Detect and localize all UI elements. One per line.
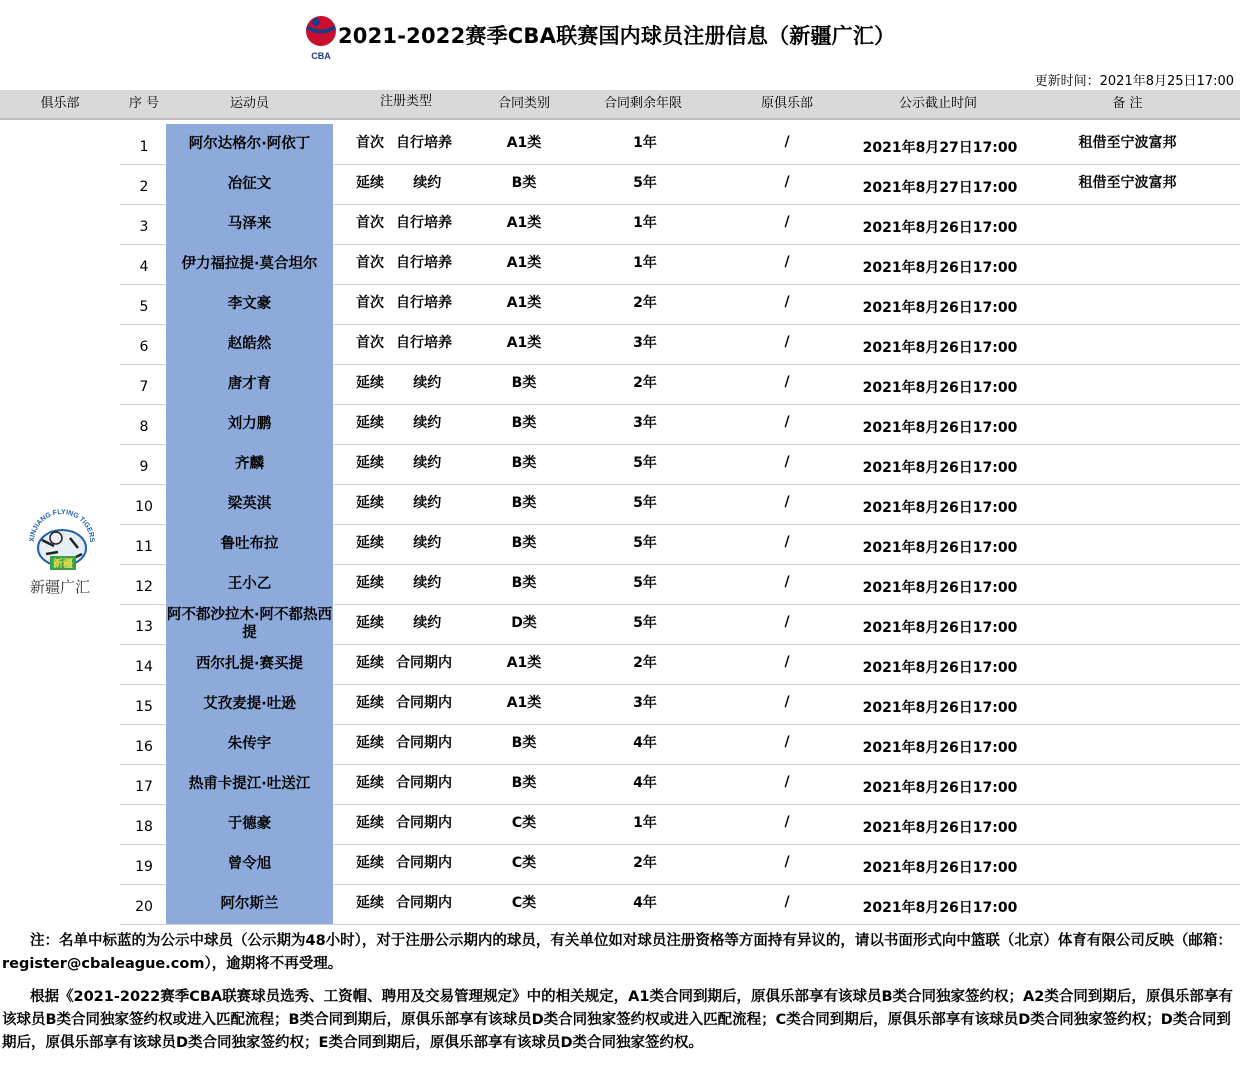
row-contract-type: B类 xyxy=(511,735,537,751)
row-note xyxy=(1050,524,1205,564)
row-reg-second: 续约 xyxy=(413,575,442,591)
table-row xyxy=(120,404,1240,445)
row-years-left: 3年 xyxy=(633,415,657,431)
row-player-name: 朱传宇 xyxy=(166,724,334,764)
row-reg-second: 合同期内 xyxy=(396,655,452,671)
row-reg-type xyxy=(356,204,484,244)
row-reg-second: 自行培养 xyxy=(396,335,452,351)
row-reg-first: 延续 xyxy=(356,735,384,751)
row-years-left: 1年 xyxy=(633,815,657,831)
row-reg-second: 合同期内 xyxy=(396,775,452,791)
row-reg-first: 延续 xyxy=(356,375,384,391)
row-reg-second: 自行培养 xyxy=(396,295,452,311)
row-seq: 4 xyxy=(139,259,149,275)
table-row xyxy=(120,124,1240,165)
row-deadline: 2021年8月26日17:00 xyxy=(862,300,1018,316)
row-reg-second: 续约 xyxy=(413,495,442,511)
row-deadline: 2021年8月26日17:00 xyxy=(862,540,1018,556)
row-note xyxy=(1050,404,1205,444)
row-seq: 17 xyxy=(135,779,153,795)
row-player-name: 齐麟 xyxy=(166,444,334,484)
row-seq: 16 xyxy=(135,739,153,755)
row-reg-second: 续约 xyxy=(413,175,442,191)
row-contract-type: B类 xyxy=(511,575,537,591)
row-note xyxy=(1050,484,1205,524)
table-row xyxy=(120,844,1240,885)
row-reg-type xyxy=(356,284,484,324)
row-reg-second: 合同期内 xyxy=(396,735,452,751)
row-reg-first: 延续 xyxy=(356,415,384,431)
row-note xyxy=(1050,564,1205,604)
row-player-name: 梁英淇 xyxy=(166,484,334,524)
row-deadline: 2021年8月26日17:00 xyxy=(862,220,1018,236)
row-player-name: 阿尔斯兰 xyxy=(166,884,334,924)
club-name: 新疆广汇 xyxy=(29,578,90,596)
row-reg-first: 延续 xyxy=(356,895,384,911)
row-deadline: 2021年8月27日17:00 xyxy=(862,180,1018,196)
table-row xyxy=(120,764,1240,805)
row-seq: 19 xyxy=(135,859,153,875)
row-seq: 2 xyxy=(139,179,149,195)
header-reg-type: 注册类型 xyxy=(379,94,432,109)
row-contract-type: B类 xyxy=(511,495,537,511)
row-player-name: 冶征文 xyxy=(166,164,334,204)
row-prev-club: / xyxy=(784,174,790,190)
table-row xyxy=(120,364,1240,405)
table-row xyxy=(120,244,1240,285)
row-prev-club: / xyxy=(784,334,790,350)
row-note: 租借至宁波富邦 xyxy=(1078,175,1177,191)
row-prev-club: / xyxy=(784,294,790,310)
row-reg-first: 延续 xyxy=(356,695,384,711)
row-contract-type: D类 xyxy=(511,615,537,631)
row-prev-club: / xyxy=(784,814,790,830)
row-years-left: 4年 xyxy=(633,735,657,751)
row-reg-second: 续约 xyxy=(413,615,442,631)
row-reg-type xyxy=(356,724,484,764)
row-player-name: 热甫卡提江·吐送江 xyxy=(166,764,334,804)
row-reg-type xyxy=(356,524,484,564)
row-reg-first: 首次 xyxy=(356,295,384,311)
row-note xyxy=(1050,364,1205,404)
row-seq: 8 xyxy=(139,419,149,435)
row-seq: 1 xyxy=(139,139,149,155)
row-player-name: 伊力福拉提·莫合坦尔 xyxy=(166,244,334,284)
row-note xyxy=(1050,684,1205,724)
row-reg-type xyxy=(356,564,484,604)
club-logo-arc-text: XINJIANG FLYING TIGERS xyxy=(28,508,96,543)
row-player-name: 李文豪 xyxy=(166,284,334,324)
row-player-name: 于德豪 xyxy=(166,804,334,844)
row-reg-first: 延续 xyxy=(356,855,384,871)
header-contract-type: 合同类别 xyxy=(497,96,550,111)
row-seq: 18 xyxy=(135,819,153,835)
row-years-left: 4年 xyxy=(633,895,657,911)
row-years-left: 5年 xyxy=(633,495,657,511)
row-years-left: 2年 xyxy=(633,655,657,671)
row-player-name: 西尔扎提·赛买提 xyxy=(166,644,334,684)
row-reg-first: 延续 xyxy=(356,655,384,671)
row-reg-type xyxy=(356,444,484,484)
row-years-left: 2年 xyxy=(633,855,657,871)
row-prev-club: / xyxy=(784,774,790,790)
row-deadline: 2021年8月26日17:00 xyxy=(862,460,1018,476)
table-row xyxy=(120,524,1240,565)
row-reg-type xyxy=(356,844,484,884)
row-reg-first: 延续 xyxy=(356,175,384,191)
row-reg-first: 延续 xyxy=(356,615,384,631)
row-reg-first: 延续 xyxy=(356,815,384,831)
row-seq: 10 xyxy=(135,499,153,515)
row-prev-club: / xyxy=(784,134,790,150)
row-seq: 15 xyxy=(135,699,153,715)
row-note xyxy=(1050,844,1205,884)
row-prev-club: / xyxy=(784,494,790,510)
row-prev-club: / xyxy=(784,894,790,910)
row-note xyxy=(1050,204,1205,244)
row-prev-club: / xyxy=(784,614,790,630)
table-row xyxy=(120,604,1240,645)
rules-text: 根据《2021-2022赛季CBA联赛球员选秀、工资帽、聘用及交易管理规定》中的相关规定，A1类合同到期后，原俱乐部享有该球员B类合同独家签约权；A2类合同到期后，原俱乐部享有该球员B类合同独家签约权或进入匹配流程；B类合同到期后，原俱乐部享有该球员D类合同独家签约权或进入匹配流程；C类合同到期后，原俱乐部享有该球员D类合同独家签约权；D类合同到期后，原俱乐部享有该球员D类合同独家签约权；E类合同到期后，原俱乐部享有该球员D类合同独家签约权。 xyxy=(2,989,1233,1051)
table-row xyxy=(120,884,1240,925)
row-note xyxy=(1050,764,1205,804)
row-deadline: 2021年8月26日17:00 xyxy=(862,380,1018,396)
row-reg-type xyxy=(356,404,484,444)
row-contract-type: A1类 xyxy=(506,295,542,311)
row-deadline: 2021年8月26日17:00 xyxy=(862,580,1018,596)
row-note xyxy=(1050,884,1205,924)
row-reg-first: 延续 xyxy=(356,775,384,791)
row-seq: 12 xyxy=(135,579,153,595)
title-bar xyxy=(0,8,1242,64)
table-row xyxy=(120,324,1240,365)
row-contract-type: B类 xyxy=(511,415,537,431)
row-seq: 7 xyxy=(139,379,149,395)
row-prev-club: / xyxy=(784,534,790,550)
row-deadline: 2021年8月26日17:00 xyxy=(862,700,1018,716)
row-reg-second: 合同期内 xyxy=(396,855,452,871)
row-deadline: 2021年8月26日17:00 xyxy=(862,340,1018,356)
row-seq: 6 xyxy=(139,339,149,355)
club-column xyxy=(0,124,120,924)
table-row xyxy=(120,644,1240,685)
cba-logo-icon xyxy=(303,14,339,62)
row-reg-second: 自行培养 xyxy=(396,215,452,231)
row-reg-type xyxy=(356,124,484,164)
row-reg-second: 合同期内 xyxy=(396,815,452,831)
row-reg-type xyxy=(356,804,484,844)
row-years-left: 1年 xyxy=(633,255,657,271)
row-player-name: 王小乙 xyxy=(166,564,334,604)
row-deadline: 2021年8月26日17:00 xyxy=(862,860,1018,876)
row-note xyxy=(1050,244,1205,284)
table-row xyxy=(120,724,1240,765)
row-reg-first: 延续 xyxy=(356,575,384,591)
notice-text: 注：名单中标蓝的为公示中球员（公示期为48小时），对于注册公示期内的球员，有关单位如对球员注册资格等方面持有异议的，请以书面形式向中篮联（北京）体育有限公司反映（邮箱：register@cbaleague.com），逾期将不再受理。 xyxy=(2,933,1232,972)
header-club: 俱乐部 xyxy=(40,96,80,111)
table-row xyxy=(120,204,1240,245)
row-reg-second: 自行培养 xyxy=(396,255,452,271)
row-player-name: 阿尔达格尔·阿依丁 xyxy=(166,124,334,164)
header-prev-club: 原俱乐部 xyxy=(760,96,813,111)
row-note: 租借至宁波富邦 xyxy=(1078,135,1177,151)
row-reg-type xyxy=(356,324,484,364)
row-reg-type xyxy=(356,884,484,924)
row-deadline: 2021年8月26日17:00 xyxy=(862,500,1018,516)
row-years-left: 1年 xyxy=(633,215,657,231)
row-reg-type xyxy=(356,244,484,284)
row-reg-type xyxy=(356,164,484,204)
row-contract-type: C类 xyxy=(511,895,537,911)
notes-section xyxy=(2,930,1238,1065)
row-years-left: 1年 xyxy=(633,135,657,151)
row-reg-second: 合同期内 xyxy=(396,895,452,911)
row-years-left: 5年 xyxy=(633,575,657,591)
row-reg-type xyxy=(356,364,484,404)
row-reg-first: 延续 xyxy=(356,495,384,511)
row-contract-type: A1类 xyxy=(506,255,542,271)
row-deadline: 2021年8月26日17:00 xyxy=(862,620,1018,636)
row-deadline: 2021年8月26日17:00 xyxy=(862,420,1018,436)
row-note xyxy=(1050,284,1205,324)
row-reg-second: 自行培养 xyxy=(396,135,452,151)
row-contract-type: A1类 xyxy=(506,695,542,711)
row-note xyxy=(1050,604,1205,644)
table-header xyxy=(0,90,1240,120)
row-years-left: 5年 xyxy=(633,175,657,191)
row-player-name: 马泽来 xyxy=(166,204,334,244)
row-deadline: 2021年8月26日17:00 xyxy=(862,900,1018,916)
row-seq: 20 xyxy=(135,899,153,915)
update-time: 更新时间：2021年8月25日17:00 xyxy=(1034,74,1234,89)
row-note xyxy=(1050,324,1205,364)
row-reg-second: 续约 xyxy=(413,375,442,391)
header-player: 运动员 xyxy=(229,96,269,111)
row-years-left: 4年 xyxy=(633,775,657,791)
row-deadline: 2021年8月26日17:00 xyxy=(862,260,1018,276)
row-contract-type: A1类 xyxy=(506,135,542,151)
row-reg-type xyxy=(356,484,484,524)
row-note xyxy=(1050,444,1205,484)
row-prev-club: / xyxy=(784,454,790,470)
row-reg-second: 续约 xyxy=(413,535,442,551)
row-contract-type: B类 xyxy=(511,535,537,551)
row-reg-first: 首次 xyxy=(356,335,384,351)
row-prev-club: / xyxy=(784,654,790,670)
row-note xyxy=(1050,804,1205,844)
row-prev-club: / xyxy=(784,854,790,870)
row-contract-type: B类 xyxy=(511,455,537,471)
row-deadline: 2021年8月27日17:00 xyxy=(862,140,1018,156)
row-player-name: 唐才育 xyxy=(166,364,334,404)
row-deadline: 2021年8月26日17:00 xyxy=(862,820,1018,836)
header-note: 备 注 xyxy=(1112,96,1143,111)
row-seq: 14 xyxy=(135,659,153,675)
row-years-left: 5年 xyxy=(633,455,657,471)
row-contract-type: A1类 xyxy=(506,215,542,231)
club-logo-text: 新疆 xyxy=(53,559,73,570)
row-player-name: 曾令旭 xyxy=(166,844,334,884)
header-deadline: 公示截止时间 xyxy=(898,96,977,111)
row-deadline: 2021年8月26日17:00 xyxy=(862,660,1018,676)
row-years-left: 2年 xyxy=(633,375,657,391)
row-reg-type xyxy=(356,604,484,644)
row-seq: 11 xyxy=(135,539,153,555)
row-reg-type xyxy=(356,684,484,724)
row-note xyxy=(1050,724,1205,764)
cba-logo-text: CBA xyxy=(311,51,331,61)
table-row xyxy=(120,564,1240,605)
row-years-left: 3年 xyxy=(633,335,657,351)
row-player-name: 赵皓然 xyxy=(166,324,334,364)
row-years-left: 3年 xyxy=(633,695,657,711)
row-seq: 5 xyxy=(139,299,149,315)
row-years-left: 5年 xyxy=(633,535,657,551)
row-prev-club: / xyxy=(784,374,790,390)
row-prev-club: / xyxy=(784,254,790,270)
row-years-left: 2年 xyxy=(633,295,657,311)
table-row xyxy=(120,484,1240,525)
row-reg-second: 续约 xyxy=(413,455,442,471)
table-row xyxy=(120,164,1240,205)
row-deadline: 2021年8月26日17:00 xyxy=(862,780,1018,796)
row-prev-club: / xyxy=(784,574,790,590)
tiger-logo-icon xyxy=(20,508,104,578)
row-reg-first: 延续 xyxy=(356,455,384,471)
row-seq: 13 xyxy=(135,619,153,635)
row-years-left: 5年 xyxy=(633,615,657,631)
row-deadline: 2021年8月26日17:00 xyxy=(862,740,1018,756)
row-note xyxy=(1050,644,1205,684)
row-reg-first: 首次 xyxy=(356,215,384,231)
row-reg-type xyxy=(356,764,484,804)
row-contract-type: A1类 xyxy=(506,335,542,351)
table-row xyxy=(120,684,1240,725)
page-title: 2021-2022赛季CBA联赛国内球员注册信息（新疆广汇） xyxy=(338,24,896,48)
row-contract-type: B类 xyxy=(511,375,537,391)
row-player-name: 阿不都沙拉木·阿不都热西提 xyxy=(166,604,334,644)
row-reg-second: 合同期内 xyxy=(396,695,452,711)
row-prev-club: / xyxy=(784,414,790,430)
row-player-name: 刘力鹏 xyxy=(166,404,334,444)
row-contract-type: C类 xyxy=(511,815,537,831)
row-prev-club: / xyxy=(784,734,790,750)
row-prev-club: / xyxy=(784,694,790,710)
row-reg-second: 续约 xyxy=(413,415,442,431)
header-years-left: 合同剩余年限 xyxy=(603,96,682,111)
row-reg-first: 首次 xyxy=(356,255,384,271)
row-player-name: 鲁吐布拉 xyxy=(166,524,334,564)
row-contract-type: B类 xyxy=(511,775,537,791)
row-reg-type xyxy=(356,644,484,684)
row-prev-club: / xyxy=(784,214,790,230)
row-contract-type: B类 xyxy=(511,175,537,191)
row-reg-first: 延续 xyxy=(356,535,384,551)
row-seq: 9 xyxy=(139,459,149,475)
header-seq: 序 号 xyxy=(128,96,160,111)
table-row xyxy=(120,804,1240,845)
row-reg-first: 首次 xyxy=(356,135,384,151)
row-seq: 3 xyxy=(139,219,149,235)
table-row xyxy=(120,284,1240,325)
table-row xyxy=(120,444,1240,485)
row-contract-type: C类 xyxy=(511,855,537,871)
row-contract-type: A1类 xyxy=(506,655,542,671)
row-player-name: 艾孜麦提·吐逊 xyxy=(166,684,334,724)
